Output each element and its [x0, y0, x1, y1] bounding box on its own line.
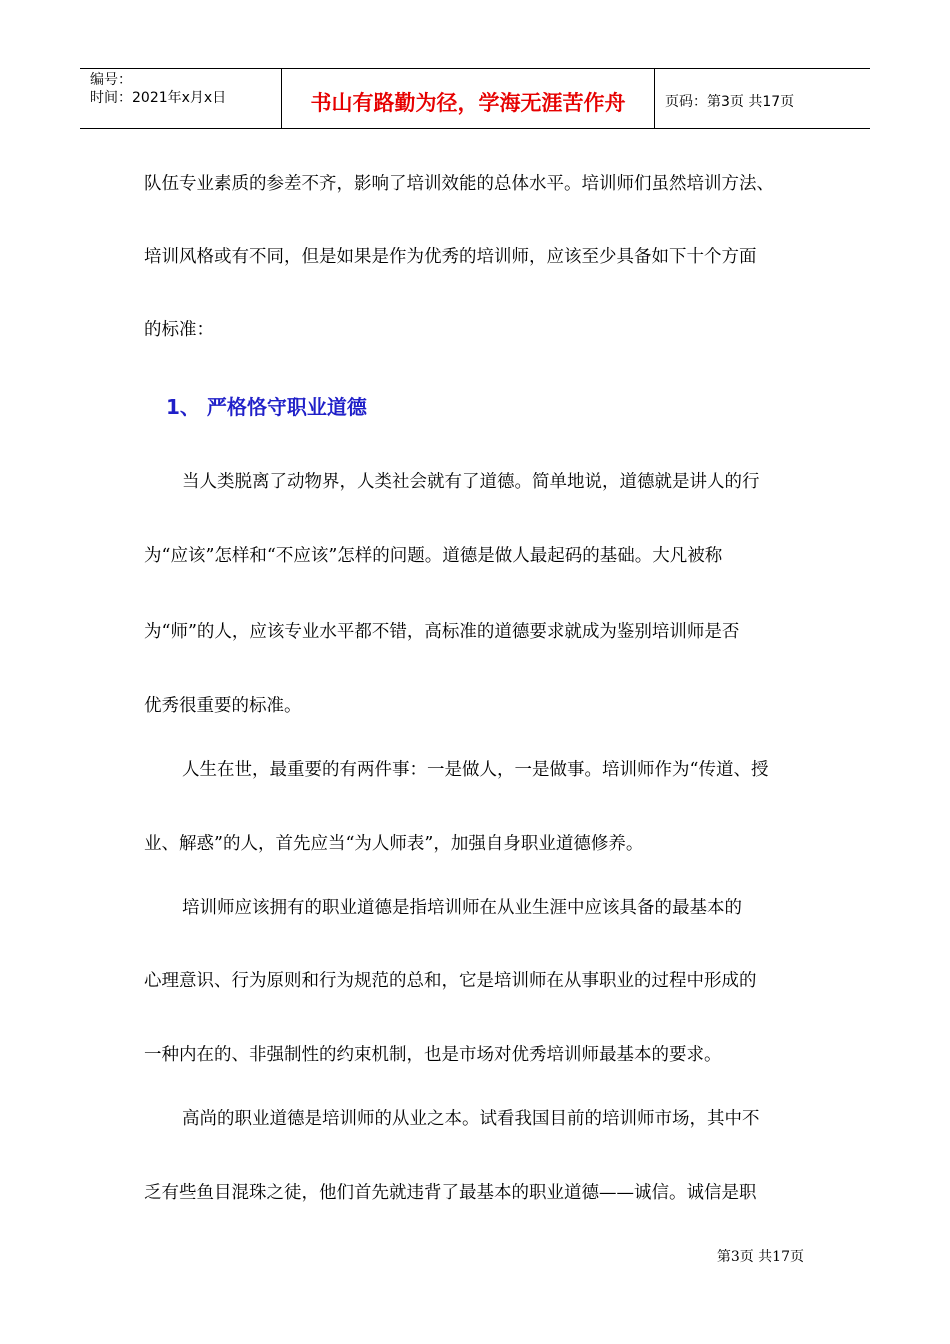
body-line: 为“师”的人，应该专业水平都不错，高标准的道德要求就成为鉴别培训师是否 [144, 622, 740, 642]
body-line: 培训师应该拥有的职业道德是指培训师在从业生涯中应该具备的最基本的 [182, 898, 742, 918]
body-line: 业、解惑”的人，首先应当“为人师表”，加强自身职业道德修养。 [144, 834, 644, 854]
body-line: 优秀很重要的标准。 [144, 696, 302, 716]
header-page-info: 页码：第3页 共17页 [665, 93, 795, 110]
body-line: 乏有些鱼目混珠之徒，他们首先就违背了最基本的职业道德——诚信。诚信是职 [144, 1183, 757, 1203]
body-line: 为“应该”怎样和“不应该”怎样的问题。道德是做人最起码的基础。大凡被称 [144, 546, 723, 566]
page-footer: 第3页 共17页 [716, 1249, 804, 1265]
header-meta [80, 69, 282, 128]
body-line: 心理意识、行为原则和行为规范的总和，它是培训师在从事职业的过程中形成的 [144, 971, 757, 991]
body-line: 的标准： [144, 320, 214, 340]
body-line: 培训风格或有不同，但是如果是作为优秀的培训师，应该至少具备如下十个方面 [144, 247, 757, 267]
section-heading: 1、 严格恪守职业道德 [166, 395, 367, 419]
body-line: 一种内在的、非强制性的约束机制，也是市场对优秀培训师最基本的要求。 [144, 1045, 722, 1065]
body-line: 队伍专业素质的参差不齐，影响了培训效能的总体水平。培训师们虽然培训方法、 [144, 174, 774, 194]
body-line: 人生在世，最重要的有两件事：一是做人，一是做事。培训师作为“传道、授 [182, 760, 769, 780]
page-header [80, 68, 870, 129]
body-line: 当人类脱离了动物界，人类社会就有了道德。简单地说，道德就是讲人的行 [182, 472, 760, 492]
body-line: 高尚的职业道德是培训师的从业之本。试看我国目前的培训师市场，其中不 [182, 1109, 760, 1129]
header-motto: 书山有路勤为径，学海无涯苦作舟 [282, 69, 655, 128]
number-label: 编号： [90, 72, 132, 88]
time-label: 时间：2021年x月x日 [90, 90, 227, 106]
